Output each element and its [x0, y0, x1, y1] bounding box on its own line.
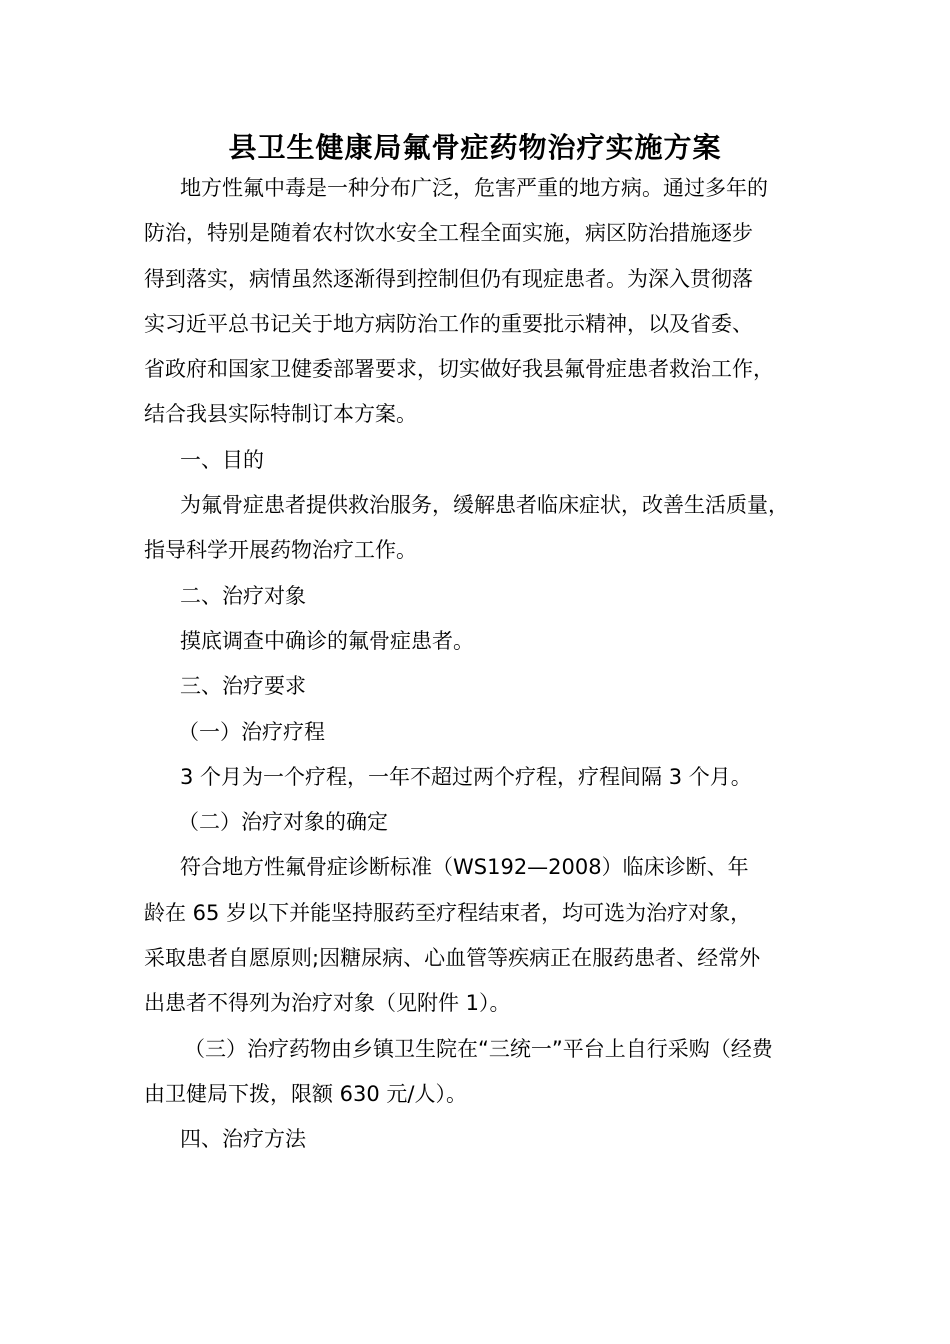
paragraph-line: （三）治疗药物由乡镇卫生院在“三统一”平台上自行采购（经费 — [184, 1036, 773, 1061]
section-heading: 一、目的 — [180, 447, 264, 472]
paragraph-line: 符合地方性氟骨症诊断标准（WS192—2008）临床诊断、年 — [180, 855, 749, 880]
subsection-heading: （一）治疗疗程 — [178, 719, 325, 744]
subsection-heading: （二）治疗对象的确定 — [178, 810, 388, 835]
paragraph-line: 由卫健局下拨，限额 630 元/人）。 — [144, 1081, 468, 1106]
paragraph-line: 防治，特别是随着农村饮水安全工程全面实施，病区防治措施逐步 — [144, 221, 753, 246]
paragraph-line: 地方性氟中毒是一种分布广泛，危害严重的地方病。通过多年的 — [180, 176, 768, 200]
paragraph-line: 3 个月为一个疗程，一年不超过两个疗程，疗程间隔 3 个月。 — [180, 764, 752, 789]
paragraph-line: 得到落实，病情虽然逐渐得到控制但仍有现症患者。为深入贯彻落 — [144, 266, 753, 291]
section-heading: 二、治疗对象 — [180, 583, 306, 608]
paragraph-line: 龄在 65 岁以下并能坚持服药至疗程结束者，均可选为治疗对象， — [144, 900, 752, 925]
paragraph-line: 出患者不得列为治疗对象（见附件 1）。 — [144, 991, 511, 1016]
document-body — [144, 166, 834, 1163]
paragraph-line: 指导科学开展药物治疗工作。 — [144, 538, 417, 563]
paragraph-line: 省政府和国家卫健委部署要求，切实做好我县氟骨症患者救治工作， — [144, 357, 774, 382]
document-title: 县卫生健康局氟骨症药物治疗实施方案 — [228, 131, 722, 164]
section-heading: 四、治疗方法 — [180, 1127, 306, 1152]
section-heading: 三、治疗要求 — [180, 674, 306, 699]
paragraph-line: 采取患者自愿原则;因糖尿病、心血管等疾病正在服药患者、经常外 — [144, 946, 761, 971]
paragraph-line: 结合我县实际特制订本方案。 — [144, 402, 417, 427]
paragraph-line: 摸底调查中确诊的氟骨症患者。 — [180, 628, 474, 653]
paragraph-line: 为氟骨症患者提供救治服务，缓解患者临床症状，改善生活质量， — [180, 493, 789, 518]
paragraph-line: 实习近平总书记关于地方病防治工作的重要批示精神，以及省委、 — [144, 311, 753, 336]
